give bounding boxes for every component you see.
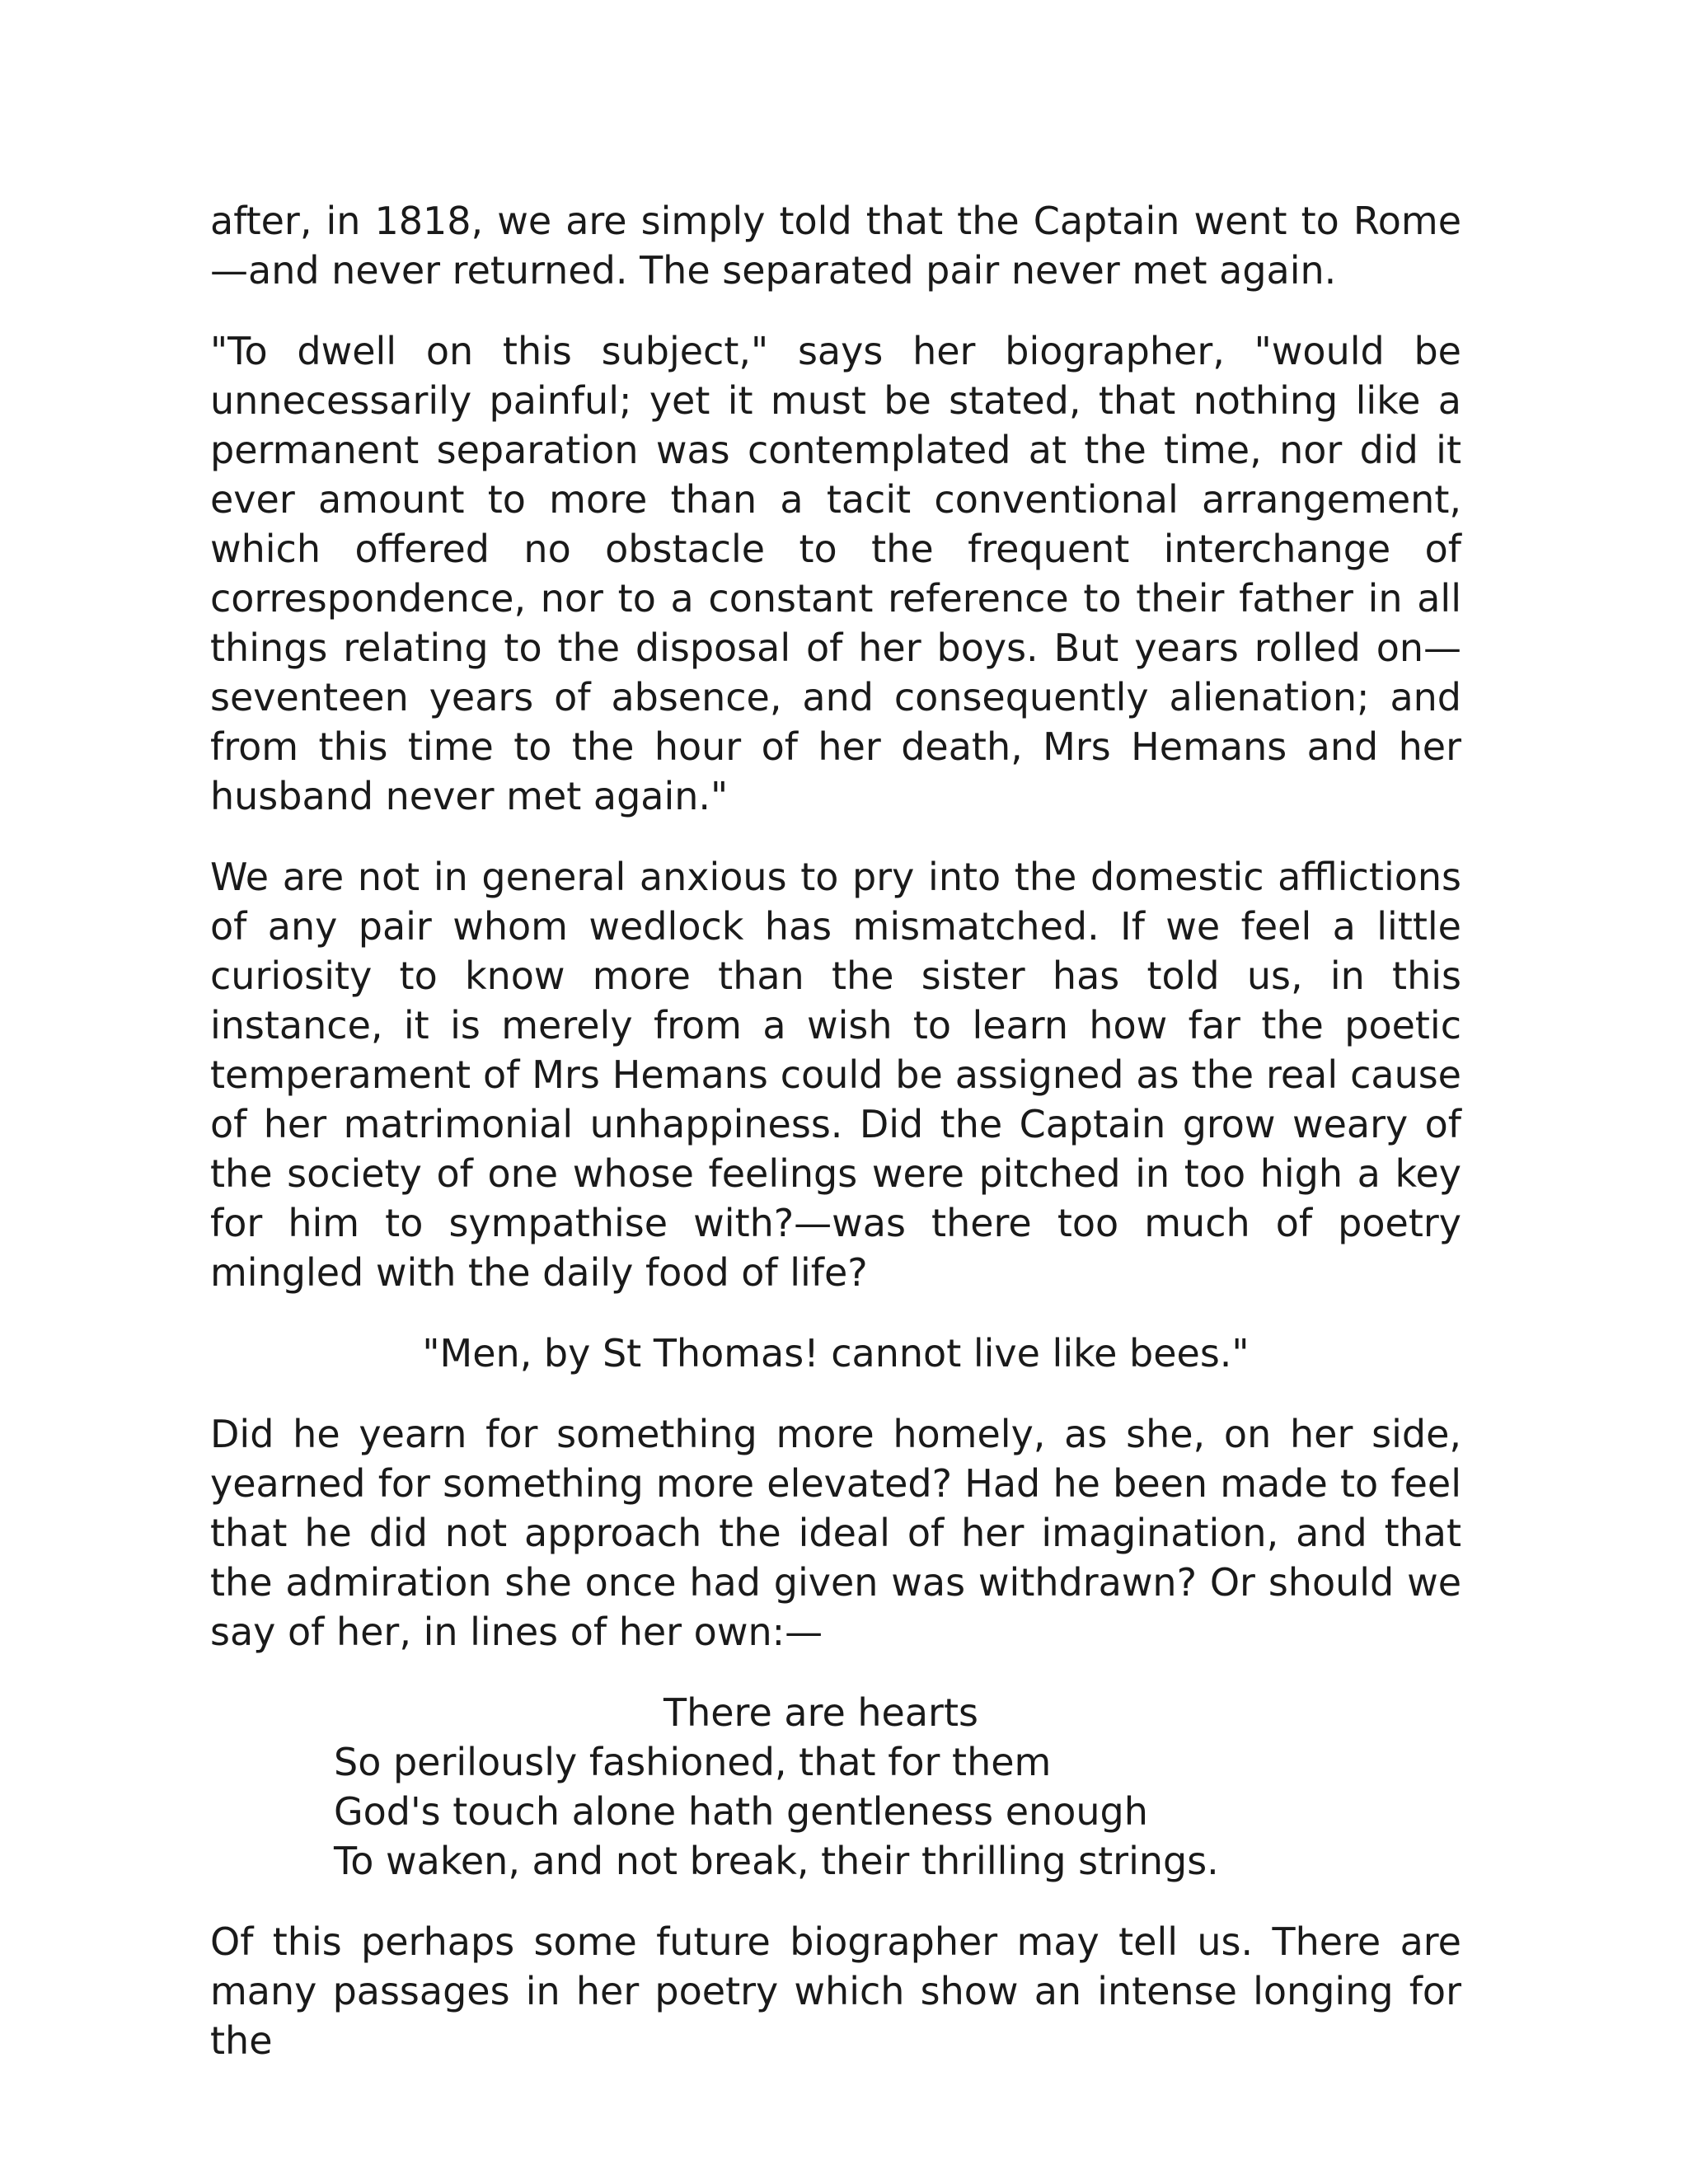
paragraph-2: "To dwell on this subject," says her biographer, "would be unnecessarily painful; yet it must be stated, that nothing like a permanent separation was contemplated at the time, nor did it ever amount to more than a tacit conventional arrangement, which offered no obstacle to the frequent interchange of correspondence, nor to a constant reference to their father in all things relating to the disposal of her boys. But years rolled on—seventeen years of absence, and consequently alienation; and from this time to the hour of her death, Mrs Hemans and her husband never met again." <box>210 329 1461 818</box>
verse-line-1: There are hearts <box>663 1690 978 1735</box>
document-page <box>210 196 1461 2097</box>
verse-line-4: To waken, and not break, their thrilling strings. <box>334 1839 1219 1883</box>
verse-line-3: God's touch alone hath gentleness enough <box>334 1789 1148 1834</box>
block-quote: "Men, by St Thomas! cannot live like bees." <box>422 1331 1250 1376</box>
paragraph-1: after, in 1818, we are simply told that the Captain went to Rome—and never returned. The separated pair never met again. <box>210 199 1461 293</box>
paragraph-5: Of this perhaps some future biographer may tell us. There are many passages in her poetry which show an intense longing for the <box>210 1919 1461 2063</box>
paragraph-3: We are not in general anxious to pry into the domestic afflictions of any pair whom wedlock has mismatched. If we feel a little curiosity to know more than the sister has told us, in this instance, it is merely from a wish to learn how far the poetic temperament of Mrs Hemans could be assigned as the real cause of her matrimonial unhappiness. Did the Captain grow weary of the society of one whose feelings were pitched in too high a key for him to sympathise with?—was there too much of poetry mingled with the daily food of life? <box>210 855 1461 1295</box>
verse-block <box>334 1688 1461 1886</box>
paragraph-4: Did he yearn for something more homely, as she, on her side, yearned for something more elevated? Had he been made to feel that he did not approach the ideal of her imagination, and that the admiration she once had given was withdrawn? Or should we say of her, in lines of her own:— <box>210 1412 1461 1654</box>
verse-line-2: So perilously fashioned, that for them <box>334 1740 1052 1784</box>
